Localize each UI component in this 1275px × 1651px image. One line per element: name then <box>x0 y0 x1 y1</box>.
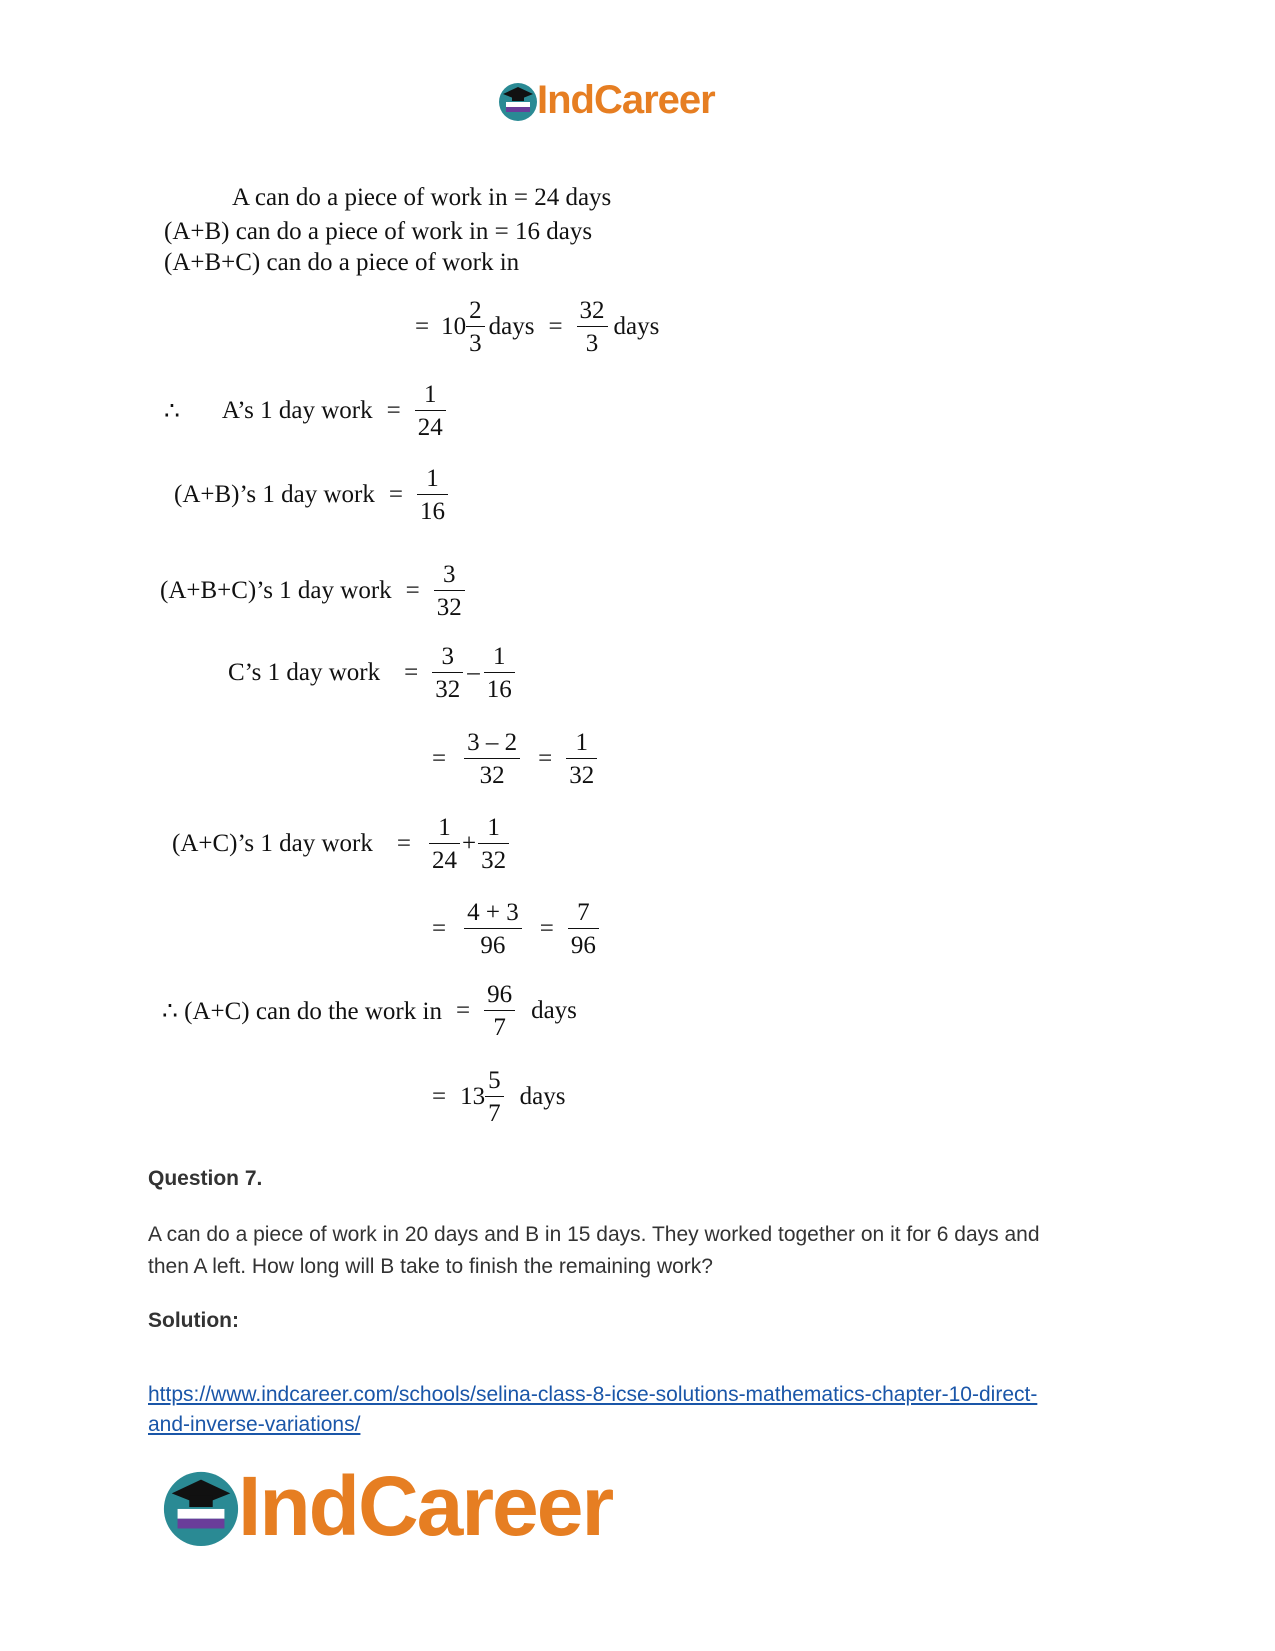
denominator: 96 <box>570 932 596 959</box>
label: (A+B+C)’s 1 day work <box>160 577 392 604</box>
equals-sign: = <box>432 745 447 772</box>
equals-sign: = <box>415 313 430 340</box>
footer-brand: IndCareer <box>238 1459 613 1553</box>
numerator: 1 <box>484 644 515 673</box>
equals-sign: = <box>386 397 401 424</box>
equals-sign: = <box>388 481 403 508</box>
math-line-2: (A+B) can do a piece of work in = 16 days <box>164 218 593 245</box>
fraction <box>415 382 446 440</box>
denominator: 96 <box>480 932 506 959</box>
equals-sign: = <box>538 745 553 772</box>
math-line-13 <box>432 1068 565 1126</box>
math-line-3: (A+B+C) can do a piece of work in <box>164 249 520 276</box>
denominator: 24 <box>417 414 443 441</box>
denominator: 3 <box>585 330 599 357</box>
fraction <box>434 562 465 620</box>
source-link[interactable] <box>148 1380 1037 1440</box>
equals-sign: = <box>396 830 411 857</box>
fraction <box>485 1068 504 1126</box>
mixed-number <box>460 1068 504 1126</box>
fraction <box>464 730 520 788</box>
math-line-11 <box>432 900 599 958</box>
numerator: 5 <box>485 1068 504 1097</box>
source-link-line-2[interactable]: and-inverse-variations/ <box>148 1413 361 1436</box>
numerator: 1 <box>478 815 509 844</box>
whole-part: 10 <box>441 313 467 340</box>
graduation-cap-icon <box>497 80 539 122</box>
math-line-1: A can do a piece of work in = 24 days <box>232 184 612 211</box>
numerator: 1 <box>566 730 597 759</box>
numerator: 1 <box>415 382 446 411</box>
question-text-line-2: then A left. How long will B take to finish the remaining work? <box>148 1255 713 1278</box>
label: (A+C)’s 1 day work <box>172 830 373 857</box>
numerator: 3 – 2 <box>464 730 520 759</box>
denominator: 7 <box>493 1014 506 1041</box>
denominator: 32 <box>481 847 507 874</box>
header-logo <box>497 78 715 123</box>
unit: days <box>519 1083 566 1110</box>
numerator: 1 <box>417 466 448 495</box>
denominator: 24 <box>432 847 457 874</box>
equals-sign: = <box>404 659 419 686</box>
numerator: 3 <box>432 644 463 673</box>
fraction <box>417 466 448 524</box>
denominator: 32 <box>436 594 462 621</box>
therefore-symbol: ∴ <box>164 398 180 425</box>
math-line-4 <box>415 298 659 356</box>
operator: – <box>467 659 480 686</box>
numerator: 4 + 3 <box>464 900 522 929</box>
numerator: 96 <box>484 982 515 1011</box>
numerator: 1 <box>429 815 460 844</box>
source-link-line-1[interactable]: https://www.indcareer.com/schools/selina-class-8-icse-solutions-mathematics-chapter-10-direct- <box>148 1383 1038 1406</box>
equals-sign: = <box>548 313 563 340</box>
math-line-7 <box>160 562 465 620</box>
fraction <box>568 900 599 958</box>
label: ∴ (A+C) can do the work in <box>162 998 442 1025</box>
numerator: 2 <box>466 298 485 327</box>
numerator: 7 <box>568 900 599 929</box>
numerator: 32 <box>577 298 608 327</box>
denominator: 32 <box>479 762 505 789</box>
fraction <box>484 982 515 1040</box>
unit: days <box>613 313 660 340</box>
graduation-cap-icon <box>160 1466 242 1548</box>
math-line-6 <box>174 466 448 524</box>
denominator: 32 <box>569 762 595 789</box>
denominator: 3 <box>469 330 482 357</box>
math-line-9 <box>432 730 597 788</box>
fraction <box>432 644 463 702</box>
numerator: 3 <box>434 562 465 591</box>
denominator: 32 <box>435 676 461 703</box>
equals-sign: = <box>405 577 420 604</box>
header-brand: IndCareer <box>537 78 715 122</box>
equals-sign: = <box>432 1083 447 1110</box>
unit: days <box>488 313 535 340</box>
math-line-8 <box>228 644 515 702</box>
label: C’s 1 day work <box>228 659 381 686</box>
fraction <box>429 815 460 873</box>
label: (A+B)’s 1 day work <box>174 481 375 508</box>
fraction <box>484 644 515 702</box>
fraction <box>577 298 608 356</box>
footer-logo <box>160 1458 612 1555</box>
fraction <box>566 730 597 788</box>
denominator: 7 <box>488 1100 501 1127</box>
math-line-10 <box>172 815 509 873</box>
fraction <box>478 815 509 873</box>
equals-sign: = <box>455 997 471 1024</box>
question-heading: Question 7. <box>148 1167 263 1190</box>
denominator: 16 <box>486 676 512 703</box>
equals-sign: = <box>432 915 447 942</box>
question-text <box>148 1219 1040 1283</box>
fraction <box>464 900 522 958</box>
fraction <box>466 298 485 356</box>
solution-heading: Solution: <box>148 1309 239 1332</box>
label: A’s 1 day work <box>221 397 373 424</box>
math-line-5 <box>164 382 446 440</box>
equals-sign: = <box>539 915 554 942</box>
question-text-line-1: A can do a piece of work in 20 days and B in 15 days. They worked together on it for 6 days and <box>148 1223 1040 1246</box>
denominator: 16 <box>420 498 445 525</box>
whole-part: 13 <box>460 1083 486 1110</box>
math-line-12 <box>162 982 577 1040</box>
unit: days <box>531 997 577 1024</box>
mixed-number <box>441 298 485 356</box>
operator: + <box>462 830 477 857</box>
